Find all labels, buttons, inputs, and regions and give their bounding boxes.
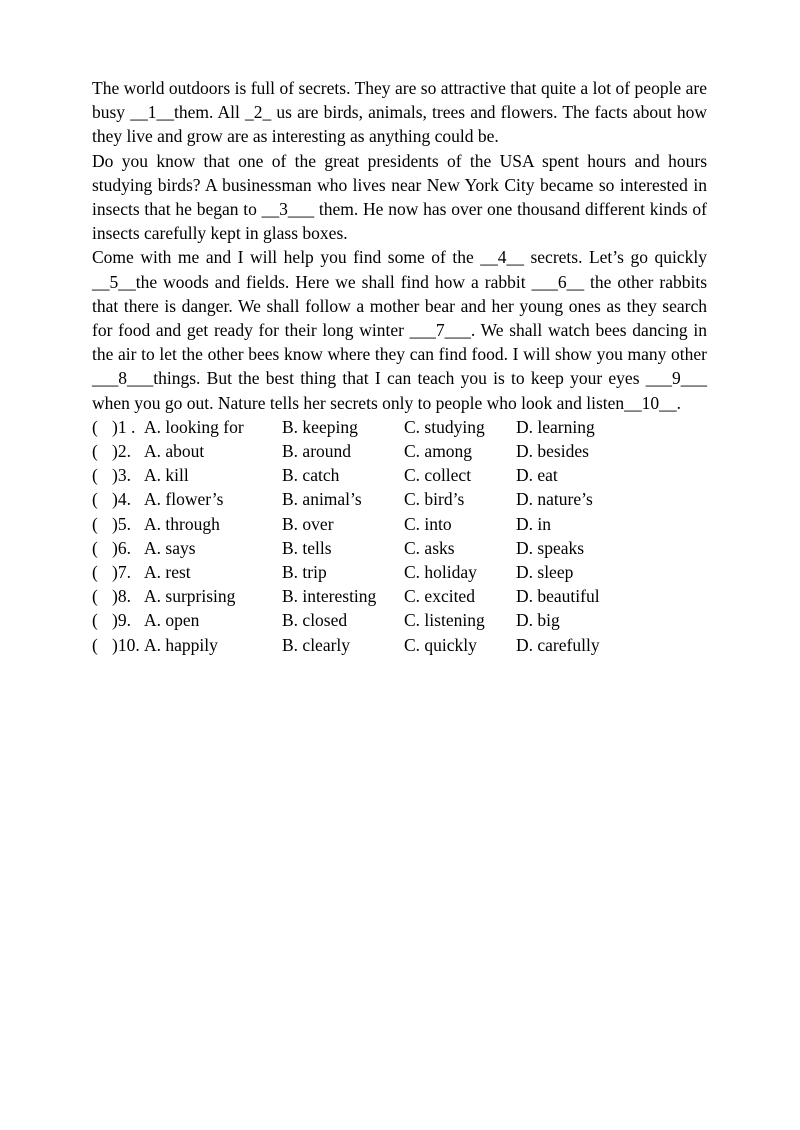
question-row xyxy=(92,560,707,584)
question-row xyxy=(92,439,707,463)
passage-paragraph-2: Do you know that one of the great presidents of the USA spent hours and hours studying birds? A businessman who lives near New York City became so interested in insects that he began to __3___ them. He now has over one thousand different kinds of insects carefully kept in glass boxes. xyxy=(92,150,707,244)
answer-blank: ( xyxy=(92,513,98,534)
worksheet-page xyxy=(92,76,707,657)
question-number: )8. xyxy=(112,586,131,607)
question-row xyxy=(92,584,707,608)
option-d: D. carefully xyxy=(516,634,600,655)
answer-blank: ( xyxy=(92,610,98,631)
option-d: D. beautiful xyxy=(516,586,600,607)
question-row xyxy=(92,463,707,487)
option-a: A. about xyxy=(144,441,205,462)
option-d: D. in xyxy=(516,513,551,534)
answer-blank: ( xyxy=(92,489,98,510)
answer-blank: ( xyxy=(92,441,98,462)
option-b: B. keeping xyxy=(282,416,358,437)
question-number: )2. xyxy=(112,441,131,462)
option-b: B. interesting xyxy=(282,586,377,607)
option-c: C. listening xyxy=(404,610,485,631)
option-a: A. happily xyxy=(144,634,218,655)
option-c: C. collect xyxy=(404,465,472,486)
option-a: A. open xyxy=(144,610,200,631)
answer-blank: ( xyxy=(92,586,98,607)
question-number: )3. xyxy=(112,465,131,486)
question-row xyxy=(92,536,707,560)
question-number: )5. xyxy=(112,513,131,534)
answer-blank: ( xyxy=(92,561,98,582)
option-a: A. surprising xyxy=(144,586,236,607)
answer-blank: ( xyxy=(92,634,98,655)
question-row xyxy=(92,512,707,536)
option-c: C. bird’s xyxy=(404,489,465,510)
option-c: C. asks xyxy=(404,537,455,558)
option-a: A. looking for xyxy=(144,416,244,437)
option-d: D. learning xyxy=(516,416,595,437)
option-b: B. closed xyxy=(282,610,348,631)
option-a: A. through xyxy=(144,513,220,534)
option-b: B. catch xyxy=(282,465,340,486)
option-a: A. says xyxy=(144,537,196,558)
option-a: A. rest xyxy=(144,561,191,582)
option-b: B. tells xyxy=(282,537,332,558)
option-d: D. eat xyxy=(516,465,558,486)
question-number: )7. xyxy=(112,561,131,582)
question-number: )10. xyxy=(112,634,140,655)
question-list xyxy=(92,415,707,657)
question-row xyxy=(92,608,707,632)
option-c: C. studying xyxy=(404,416,485,437)
option-b: B. clearly xyxy=(282,634,351,655)
answer-blank: ( xyxy=(92,537,98,558)
option-c: C. excited xyxy=(404,586,475,607)
question-number: )6. xyxy=(112,537,131,558)
option-d: D. big xyxy=(516,610,560,631)
option-d: D. speaks xyxy=(516,537,585,558)
option-b: B. around xyxy=(282,441,352,462)
question-row xyxy=(92,415,707,439)
option-b: B. over xyxy=(282,513,334,534)
option-a: A. flower’s xyxy=(144,489,224,510)
option-c: C. holiday xyxy=(404,561,477,582)
question-number: )4. xyxy=(112,489,131,510)
passage-paragraph-1: The world outdoors is full of secrets. They are so attractive that quite a lot of people are busy __1__them. All _2_ us are birds, animals, trees and flowers. The facts about how they live and grow are as interesting as anything could be. xyxy=(92,78,707,147)
option-a: A. kill xyxy=(144,465,189,486)
option-c: C. into xyxy=(404,513,452,534)
option-d: D. besides xyxy=(516,441,589,462)
passage-paragraph-3: Come with me and I will help you find some of the __4__ secrets. Let’s go quickly __5__the woods and fields. Here we shall find how a rabbit ___6__ the other rabbits that there is danger. We shall follow a mother bear and her young ones as they search for food and get ready for their long winter ___7___. We shall watch bees dancing in the air to let the other bees know where they can find food. I will show you many other ___8___things. But the best thing that I can teach you is to keep your eyes ___9___ when you go out. Nature tells her secrets only to people who look and listen__10__. xyxy=(92,247,707,413)
option-c: C. quickly xyxy=(404,634,477,655)
question-row xyxy=(92,487,707,511)
question-number: )9. xyxy=(112,610,131,631)
option-b: B. trip xyxy=(282,561,327,582)
option-d: D. sleep xyxy=(516,561,574,582)
option-c: C. among xyxy=(404,441,473,462)
question-row xyxy=(92,633,707,657)
answer-blank: ( xyxy=(92,416,98,437)
option-d: D. nature’s xyxy=(516,489,593,510)
question-number: )1 . xyxy=(112,416,136,437)
answer-blank: ( xyxy=(92,465,98,486)
option-b: B. animal’s xyxy=(282,489,362,510)
